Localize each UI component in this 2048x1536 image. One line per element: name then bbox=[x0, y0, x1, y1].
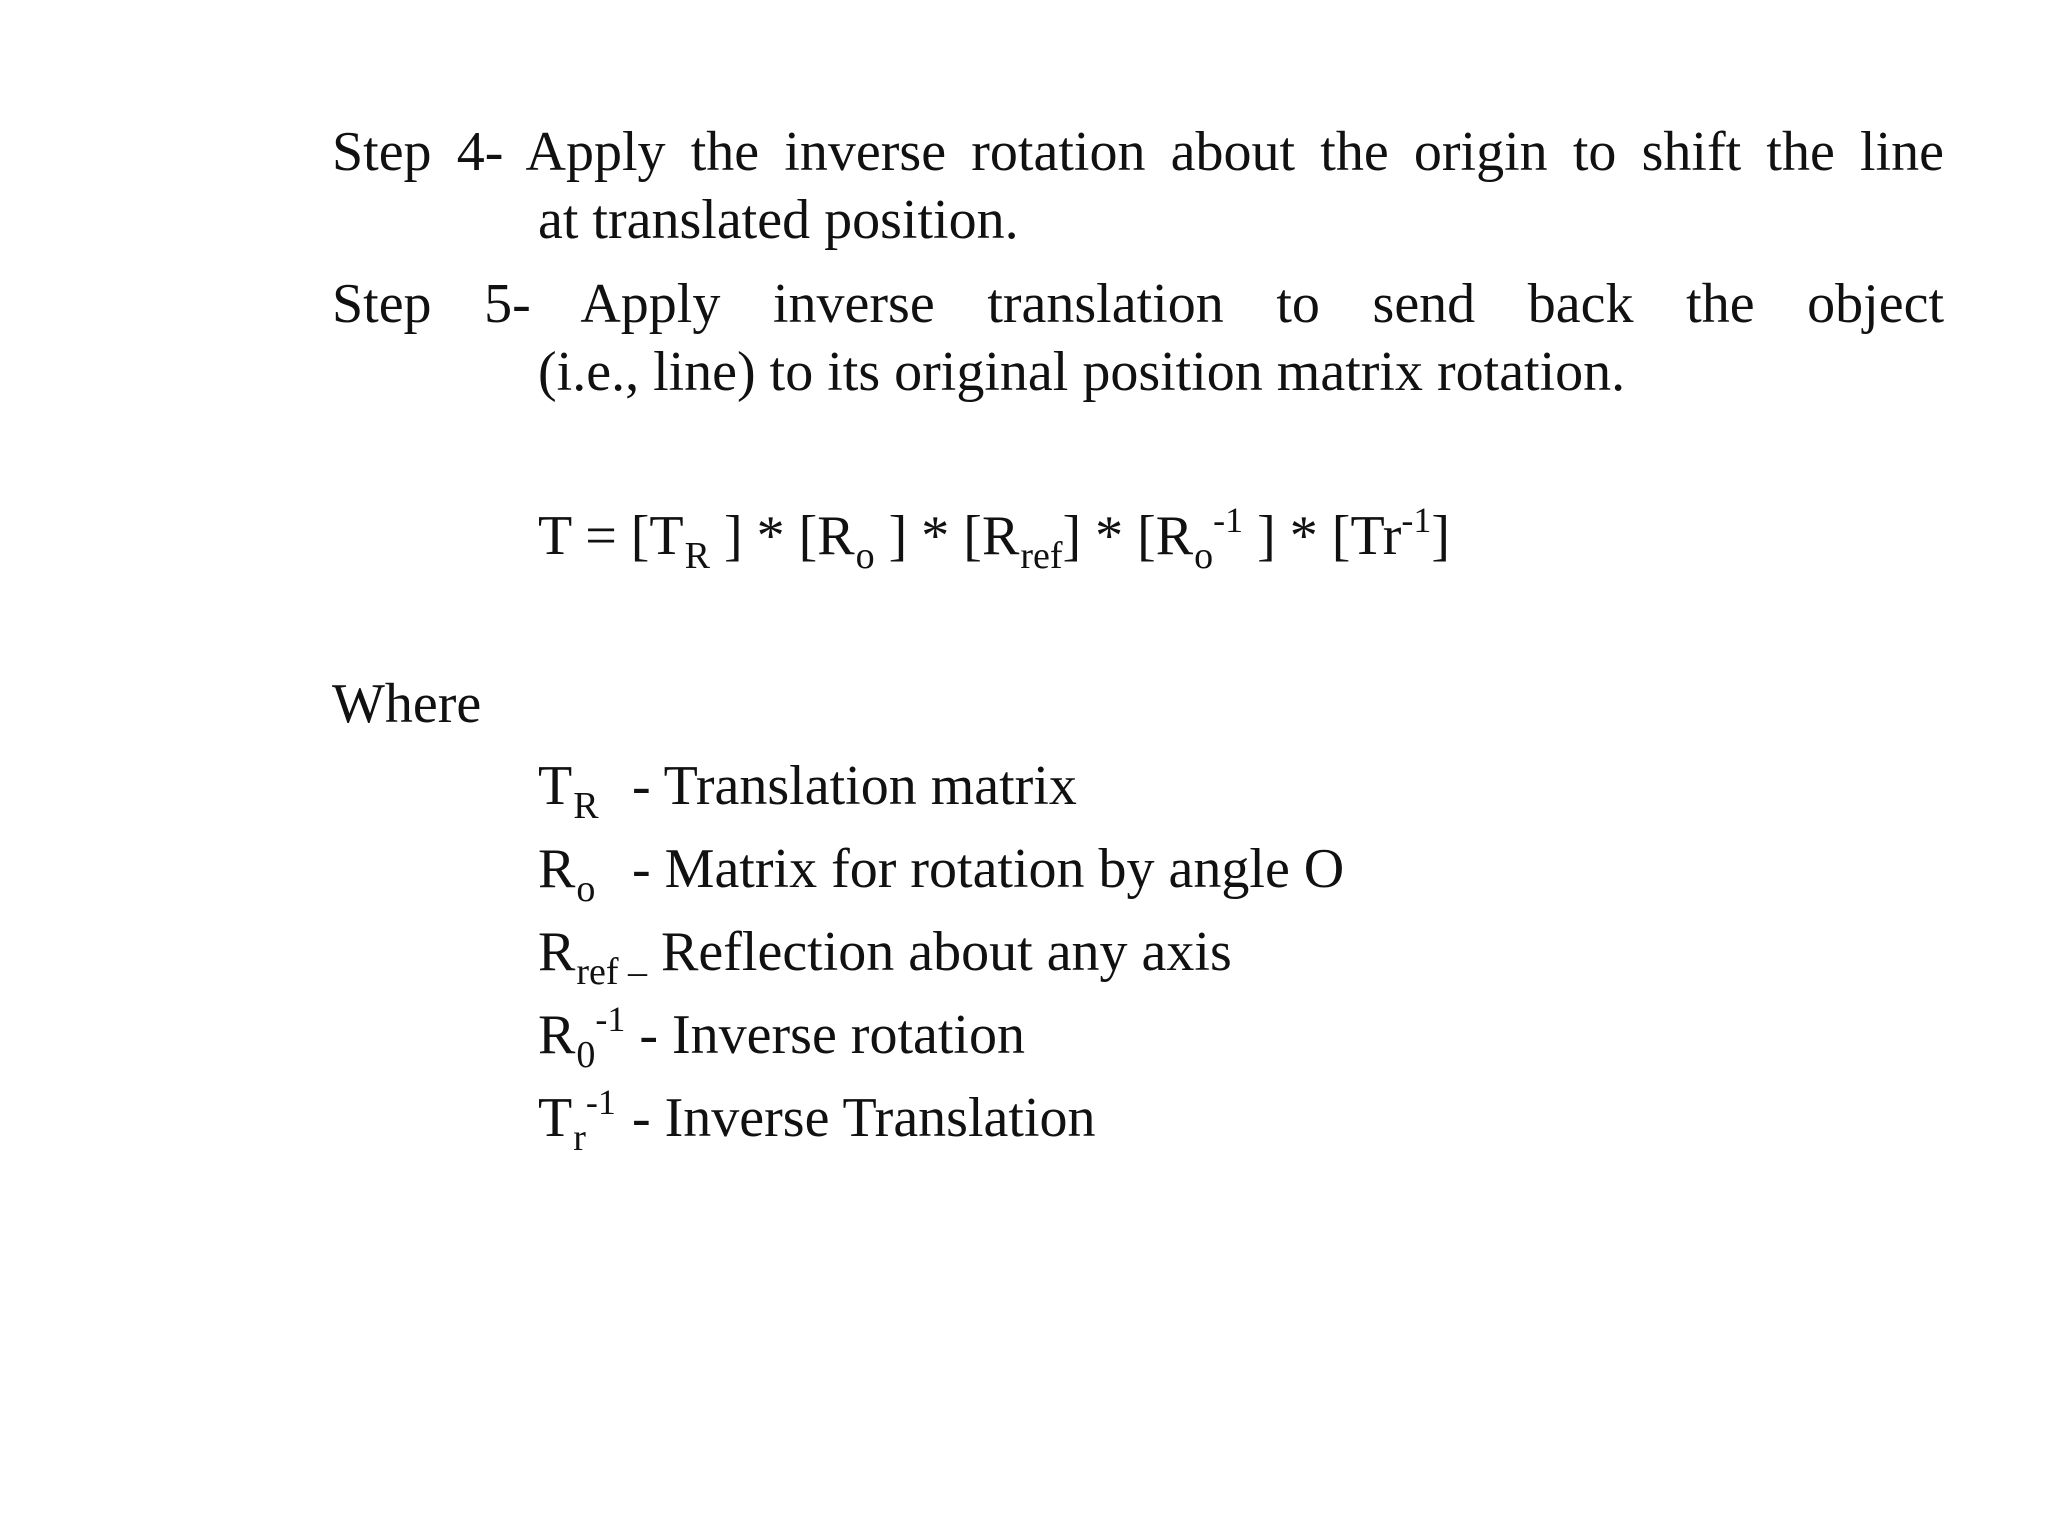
definition-item bbox=[538, 835, 1344, 909]
formula-rref-subscript: ref bbox=[1020, 535, 1063, 577]
formula-roinv-subscript: o bbox=[1194, 535, 1214, 577]
formula-part-4: ] * [R bbox=[1062, 505, 1194, 567]
definition-text: - Matrix for rotation by angle O bbox=[618, 838, 1345, 900]
composite-transform-formula bbox=[538, 502, 1450, 576]
definition-item bbox=[538, 918, 1232, 992]
step-5-line-2: (i.e., line) to its original position matrix rotation. bbox=[538, 341, 1626, 403]
definition-item bbox=[538, 1001, 1025, 1075]
definition-item bbox=[538, 752, 1077, 826]
step-4 bbox=[332, 118, 1944, 254]
definition-text: Reflection about any axis bbox=[647, 921, 1232, 983]
definition-symbol: $R_0^{-1}$ bbox=[538, 999, 626, 1076]
step-4-line-1: Step 4- Apply the inverse rotation about the origin to shift the line bbox=[332, 121, 1944, 183]
step-4-line-2: at translated position. bbox=[538, 189, 1019, 251]
formula-part-2: ] * [R bbox=[710, 505, 855, 567]
definition-text: - Inverse Translation bbox=[618, 1087, 1096, 1149]
formula-trinv-superscript: -1 bbox=[1401, 500, 1432, 540]
formula-part-3: ] * [R bbox=[874, 505, 1020, 567]
formula-part-5: ] * [Tr bbox=[1243, 505, 1402, 567]
definition-item bbox=[538, 1084, 1096, 1158]
formula-ro-subscript: o bbox=[855, 535, 875, 577]
formula-part-6: ] bbox=[1431, 505, 1450, 567]
definition-symbol: $R_o$ bbox=[538, 838, 596, 910]
step-5 bbox=[332, 270, 1944, 406]
formula-lhs: T = [T bbox=[538, 505, 684, 567]
definition-symbol: $R_{ref -}$ bbox=[538, 921, 648, 993]
step-5-line-1: Step 5- Apply inverse translation to send back the object bbox=[332, 273, 1944, 335]
definition-text: - Inverse rotation bbox=[625, 1004, 1025, 1066]
formula-roinv-superscript: -1 bbox=[1213, 500, 1244, 540]
definition-symbol: $T_R$ bbox=[538, 755, 599, 827]
definition-symbol: $T_r^{-1}$ bbox=[538, 1082, 616, 1159]
formula-tr-subscript: R bbox=[684, 535, 710, 577]
where-label: Where bbox=[332, 673, 482, 735]
definition-text: - Translation matrix bbox=[618, 755, 1077, 817]
